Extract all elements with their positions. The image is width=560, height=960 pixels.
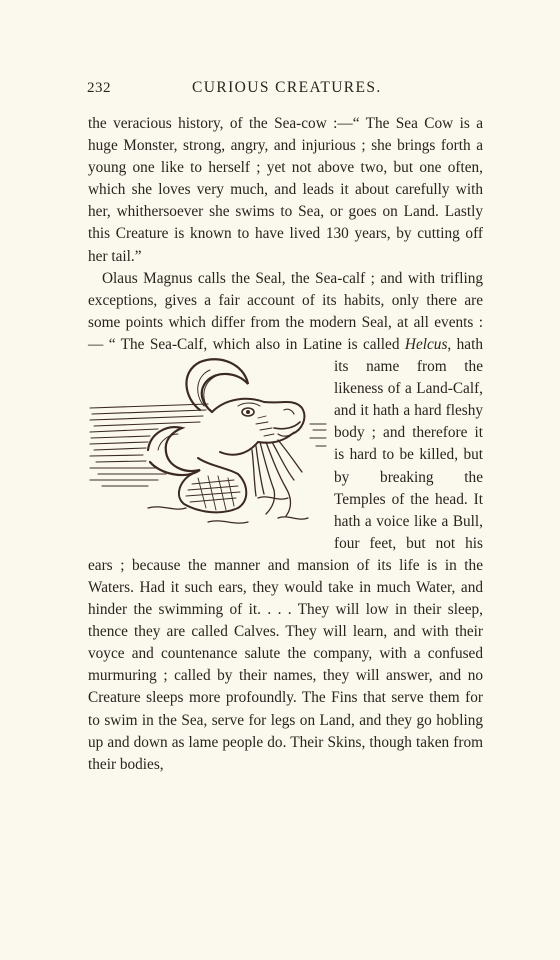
sea-calf-woodcut-drawing xyxy=(88,358,328,536)
page-header xyxy=(87,78,483,100)
water-ripples xyxy=(148,497,308,523)
latin-term-helcus: Helcus xyxy=(404,335,448,353)
body-outline xyxy=(179,458,246,512)
paragraph-sea-cow: the veracious history, of the Sea-cow :—“ The Sea Cow is a huge Monster, strong, angry, and injurious ; she brings forth a young one like to herself ; yet not above two, but one often, which she loves very much, and leads it about carefully with her, whithersoever she swims to Sea, or goes on Land. Lastly this Creature is known to have lived 130 years, by cutting off her tail.” xyxy=(88,115,483,265)
body-crosshatch xyxy=(186,476,240,510)
paragraph-sea-calf-intro: Olaus Magnus calls the Seal, the Sea-calf ; and with trifling exceptions, gives a fair account of its habits, only there are some points which differ from the modern Seal, at all events : — “ The Sea-Calf, which also in Latine is called xyxy=(88,269,483,353)
beard-strands xyxy=(252,440,302,516)
sea-calf-woodcut xyxy=(88,358,328,536)
water-hatching xyxy=(90,404,326,486)
head-outline xyxy=(212,399,304,455)
paragraph-sea-calf-body: , hath its name from the likeness of a Land-Calf, and it hath a hard fleshy body ; and therefore it is hard to be killed, but by breaking the Temples of the head. It hath a voice like a Bull, four feet, but not his ears ; because the manner and mansion of its life is in the Waters. Had it such ears, they would take in much Water, and hinder the swimming of it. . . . They will low in their sleep, thence they are called Calves. They will learn, and with their voyce and countenance salute the company, with a confused murmuring ; called by their names, they will answer, and no Creature sleeps more profoundly. The Fins that serve them for to swim in the Sea, serve for legs on Land, and they go hobling up and down as lame people do. Their Skins, though taken from their bodies, xyxy=(88,335,483,773)
body-text xyxy=(88,113,483,776)
paragraph-sea-calf xyxy=(88,268,483,776)
running-head: CURIOUS CREATURES. xyxy=(192,79,382,96)
page-number: 232 xyxy=(87,80,111,96)
